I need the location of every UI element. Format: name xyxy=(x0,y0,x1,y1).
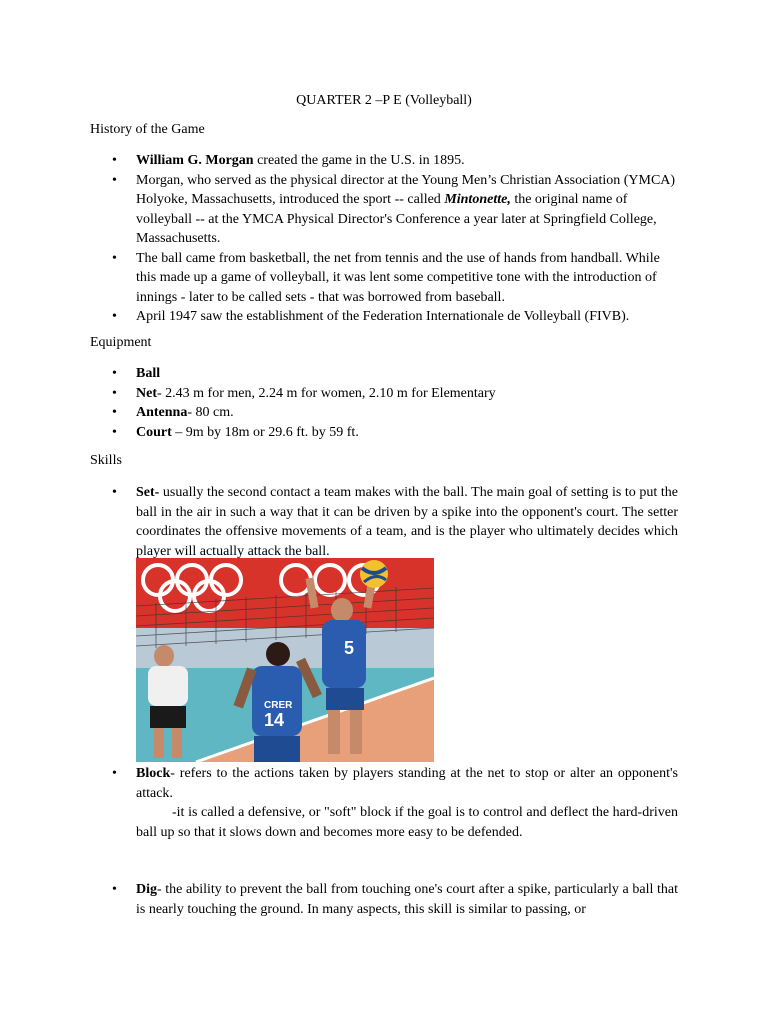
bold-text: Dig xyxy=(136,882,157,897)
page-title: QUARTER 2 –P E (Volleyball) xyxy=(296,93,472,108)
item-text: - refers to the actions taken by players standing at the net to stop or alter an opponent's attack. xyxy=(136,766,678,801)
item-text: – 9m by 18m or 29.6 ft. by 59 ft. xyxy=(171,424,359,440)
bullet-icon: • xyxy=(112,882,117,897)
item-text: Morgan, who served as the physical director at the Young Men’s Christian Association (YMCA) Holyoke, Massachusetts, introduced the sport -- called xyxy=(136,172,676,207)
bullet-icon: • xyxy=(112,485,117,500)
bold-text: Ball xyxy=(136,366,161,381)
list-item xyxy=(0,403,678,423)
list-item xyxy=(0,384,678,404)
list-item xyxy=(0,364,678,384)
list-item xyxy=(0,880,678,919)
skills-list-dig xyxy=(0,880,678,919)
list-item xyxy=(0,483,678,561)
block-continuation: -it is called a defensive, or "soft" block if the goal is to control and deflect the hard-driven ball up so that it slows down and becomes more easy to be defended. xyxy=(136,805,678,840)
bullet-icon: • xyxy=(112,405,117,420)
item-text: the original name of volleyball -- at the YMCA Physical Director's Conference a year later at Springfield College, Massachusetts. xyxy=(136,192,657,246)
list-item xyxy=(0,249,678,308)
bullet-icon: • xyxy=(112,309,117,324)
history-heading: History of the Game xyxy=(90,122,205,137)
bullet-icon: • xyxy=(112,366,117,381)
bold-text: Antenna xyxy=(136,405,188,420)
bullet-icon: • xyxy=(112,385,117,401)
list-item xyxy=(0,307,678,327)
bullet-icon: • xyxy=(112,153,117,168)
jersey-back-number: 14 xyxy=(264,710,285,730)
skills-list-block xyxy=(0,764,678,803)
jersey-front-number: 5 xyxy=(344,638,355,658)
bold-text: Court xyxy=(136,424,172,440)
item-text: usually the second contact a team makes with the ball. The main goal of setting is to put the ball in the air in such a way that it can be driven by a spike into the opponent's court. The setter coordinates the offensive movements of a team, and is the player who ultimately decides which player will actually attack the ball. xyxy=(136,485,678,559)
equipment-list xyxy=(0,364,678,442)
item-text: - 80 cm. xyxy=(187,405,234,420)
list-item xyxy=(0,764,678,803)
item-text: April 1947 saw the establishment of the Federation Internationale de Volleyball (FIVB). xyxy=(136,309,630,324)
bullet-icon: • xyxy=(112,250,117,266)
bold-text: Net xyxy=(136,385,157,401)
bold-text: William G. Morgan xyxy=(136,153,254,168)
bullet-icon: • xyxy=(112,172,117,188)
bold-italic-text: Mintonette, xyxy=(444,192,511,207)
bold-text: Set- xyxy=(136,485,160,500)
bullet-icon: • xyxy=(112,424,117,440)
list-item xyxy=(0,151,678,171)
bold-text: Block xyxy=(136,766,171,781)
item-text: - 2.43 m for men, 2.24 m for women, 2.10 m for Elementary xyxy=(157,385,496,401)
equipment-heading: Equipment xyxy=(90,335,152,350)
list-item xyxy=(0,423,678,443)
skills-list-set xyxy=(0,483,678,561)
history-list xyxy=(0,151,678,327)
volleyball-photo xyxy=(136,558,434,762)
item-text: The ball came from basketball, the net from tennis and the use of hands from handball. While this made up a game of volleyball, it was lent some competitive tone with the introduction of innings - later to be called sets - that was borrowed from baseball. xyxy=(136,250,660,305)
item-text: created the game in the U.S. in 1895. xyxy=(253,153,465,168)
list-item xyxy=(0,171,678,249)
item-text: - the ability to prevent the ball from touching one's court after a spike, particularly a ball that is nearly touching the ground. In many aspects, this skill is similar to passing, or xyxy=(136,882,678,917)
bullet-icon: • xyxy=(112,766,117,781)
jersey-back-name: CRER xyxy=(264,700,293,711)
skills-heading: Skills xyxy=(90,453,122,468)
